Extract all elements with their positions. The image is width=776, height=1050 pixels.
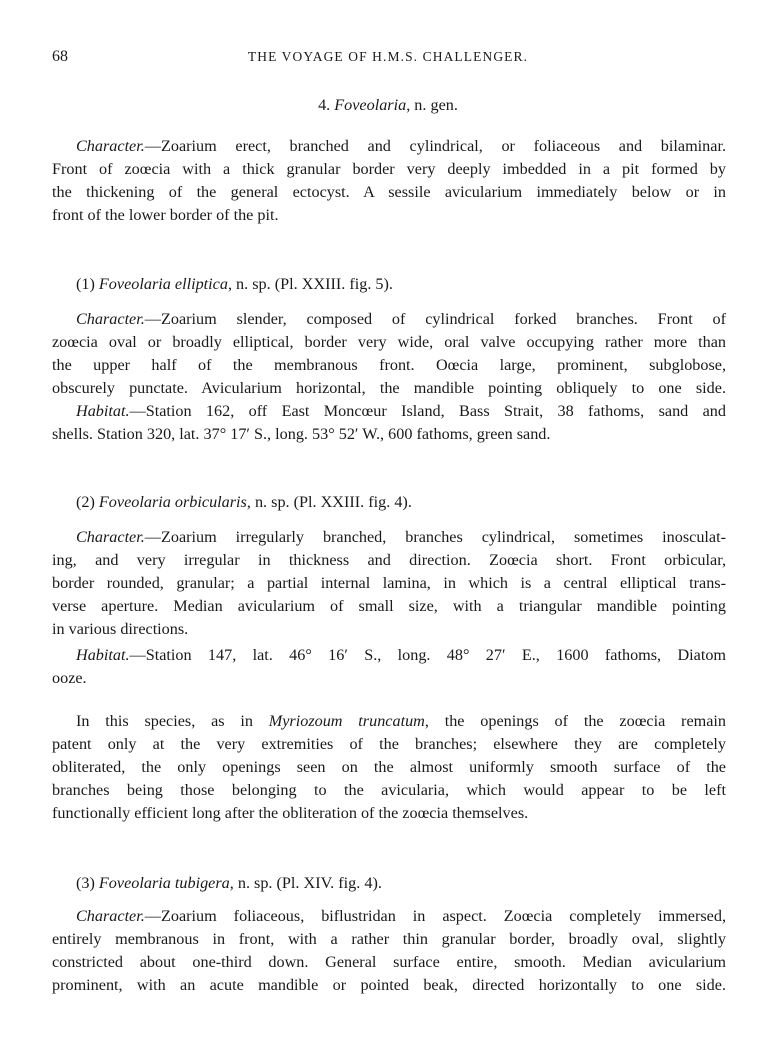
remark-line: In this species, as in Myriozoum truncatum, the openings of the zoœcia remain: [76, 712, 726, 730]
running-title: THE VOYAGE OF H.M.S. CHALLENGER.: [247, 49, 529, 64]
genus-character-line: Front of zoœcia with a thick granular border very deeply imbedded in a pit formed by: [52, 160, 726, 178]
species-heading: (1) Foveolaria elliptica, n. sp. (Pl. XXIII. fig. 5).: [76, 275, 393, 293]
character-label: Character.: [76, 310, 145, 328]
character-label: Character.: [76, 528, 145, 546]
species-character-line: verse aperture. Median avicularium of small size, with a triangular mandible pointing: [52, 597, 726, 615]
species-character-line: the upper half of the membranous front. Oœcia large, prominent, subglobose,: [52, 356, 726, 374]
species-character-line: prominent, with an acute mandible or pointed beak, directed horizontally to one side.: [52, 976, 726, 994]
species-character-line: ing, and very irregular in thickness and direction. Zoœcia short. Front orbicular,: [52, 551, 726, 569]
character-label: Character.: [76, 137, 145, 155]
remark-line: branches being those belonging to the avicularia, which would appear to be left: [52, 781, 726, 799]
species-name: Foveolaria orbicularis: [98, 493, 247, 511]
remark-taxon: Myriozoum truncatum: [268, 712, 425, 730]
genus-character-line: Character.—Zoarium erect, branched and cylindrical, or foliaceous and bilaminar.: [76, 137, 726, 155]
species-character-line: obscurely punctate. Avicularium horizontal, the mandible pointing obliquely to one side.: [52, 379, 726, 397]
character-label: Character.: [76, 907, 145, 925]
species-habitat-line: ooze.: [52, 669, 87, 687]
habitat-label: Habitat.: [76, 402, 130, 420]
species-character-line: border rounded, granular; a partial internal lamina, in which is a central elliptical trans-: [52, 574, 726, 592]
remark-line: functionally efficient long after the obliteration of the zoœcia themselves.: [52, 804, 529, 822]
species-heading: (3) Foveolaria tubigera, n. sp. (Pl. XIV. fig. 4).: [76, 874, 382, 892]
species-character-line: zoœcia oval or broadly elliptical, border very wide, oral valve occupying rather more than: [52, 333, 726, 351]
species-habitat-line: shells. Station 320, lat. 37° 17′ S., long. 53° 52′ W., 600 fathoms, green sand.: [52, 425, 551, 443]
habitat-label: Habitat.: [76, 646, 130, 664]
genus-name: Foveolaria: [334, 96, 407, 114]
remark-line: obliterated, the only openings seen on the almost uniformly smooth surface of the: [52, 758, 726, 776]
page-number: 68: [52, 48, 68, 65]
species-habitat-line: Habitat.—Station 162, off East Moncœur Island, Bass Strait, 38 fathoms, sand and: [76, 402, 726, 420]
species-character-line: entirely membranous in front, with a rather thin granular border, broadly oval, slightly: [52, 930, 726, 948]
species-name: Foveolaria tubigera: [98, 874, 230, 892]
remark-line: patent only at the very extremities of the branches; elsewhere they are completely: [52, 735, 726, 753]
genus-character-line: the thickening of the general ectocyst. A sessile avicularium immediately below or in: [52, 183, 726, 201]
genus-heading: [0, 95, 776, 115]
species-character-line: constricted about one-third down. General surface entire, smooth. Median avicularium: [52, 953, 726, 971]
species-character-line: Character.—Zoarium slender, composed of cylindrical forked branches. Front of: [76, 310, 726, 328]
species-heading: (2) Foveolaria orbicularis, n. sp. (Pl. XXIII. fig. 4).: [76, 493, 412, 511]
species-character-line: Character.—Zoarium irregularly branched, branches cylindrical, sometimes inosculat-: [76, 528, 726, 546]
species-character-line: in various directions.: [52, 620, 189, 638]
genus-number: 4.: [318, 96, 331, 114]
genus-suffix: , n. gen.: [406, 96, 458, 114]
species-habitat-line: Habitat.—Station 147, lat. 46° 16′ S., long. 48° 27′ E., 1600 fathoms, Diatom: [76, 646, 726, 664]
species-name: Foveolaria elliptica: [98, 275, 228, 293]
species-character-line: Character.—Zoarium foliaceous, biflustridan in aspect. Zoœcia completely immersed,: [76, 907, 726, 925]
genus-character-line: front of the lower border of the pit.: [52, 206, 279, 224]
